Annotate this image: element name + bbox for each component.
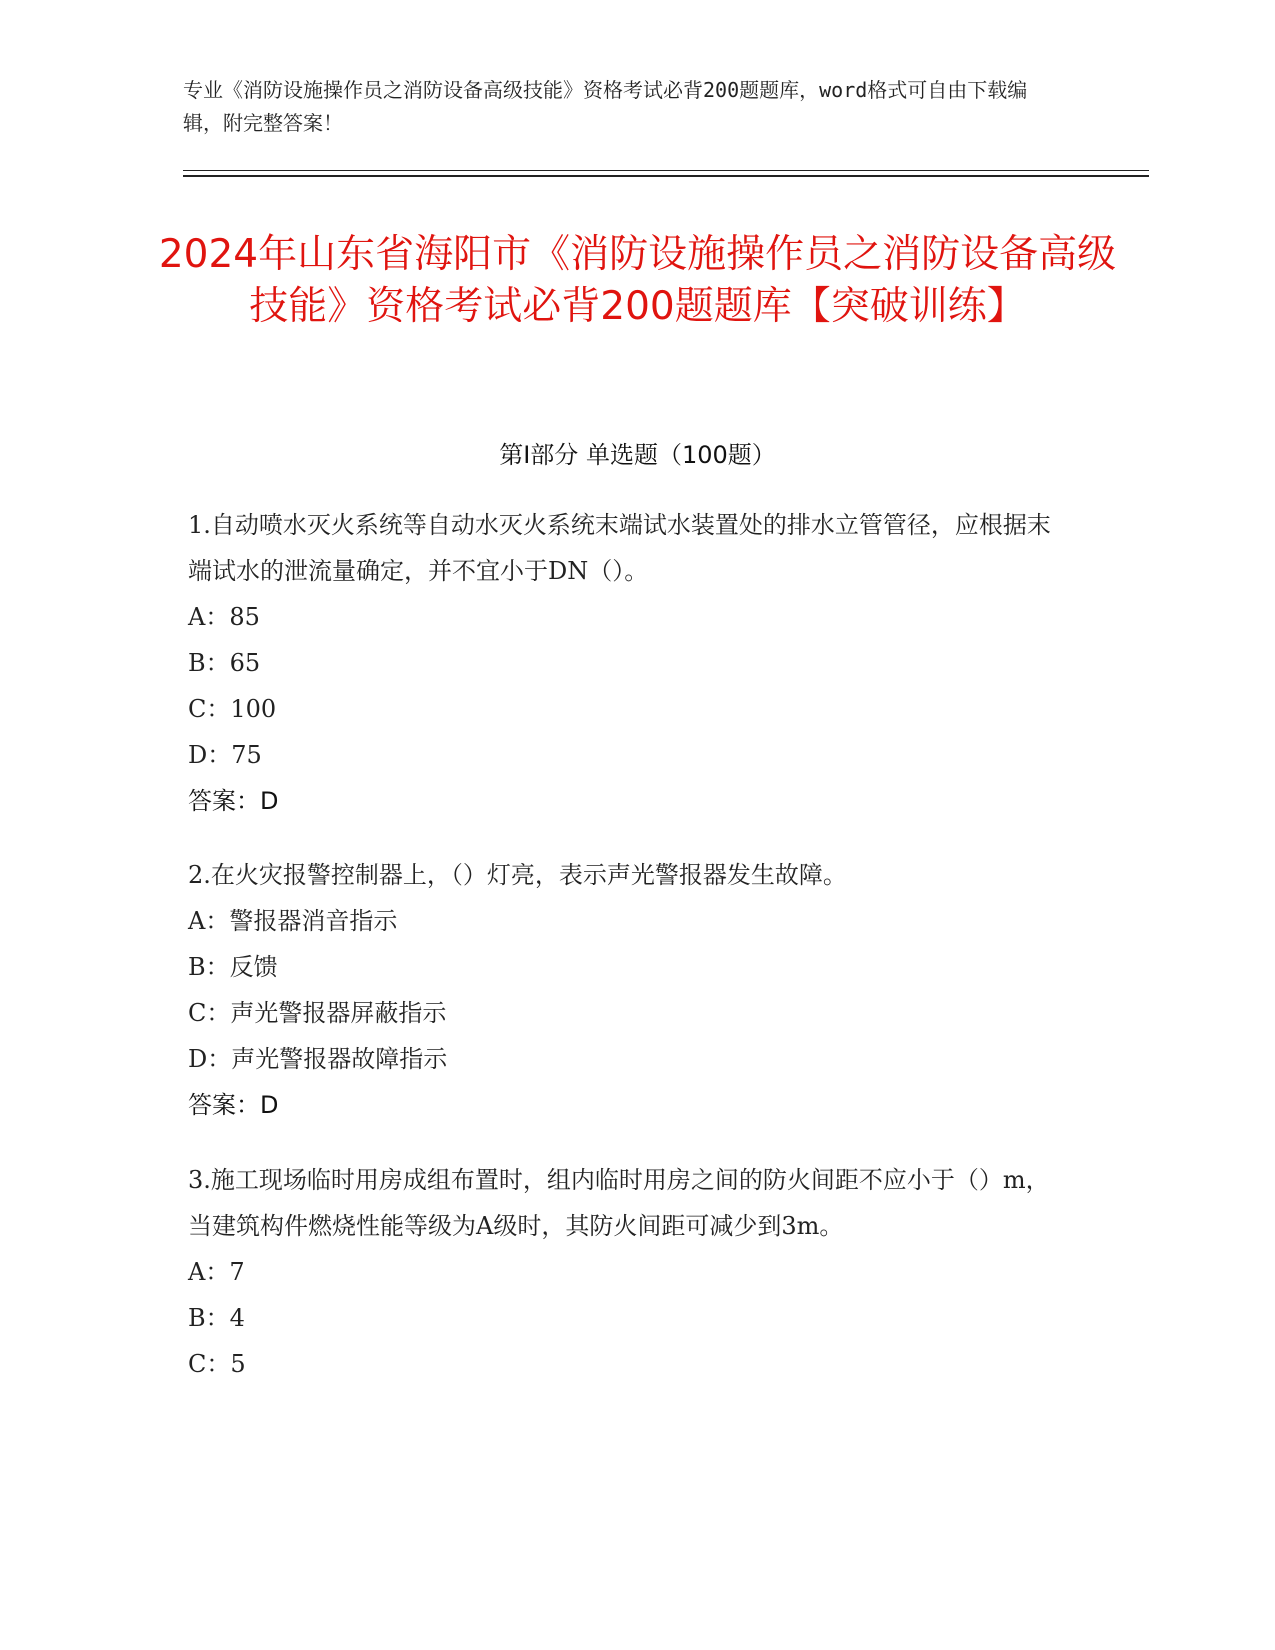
- question-stem: 3.施工现场临时用房成组布置时，组内临时用房之间的防火间距不应小于（）m，当建筑构件燃烧性能等级为A级时，其防火间距可减少到3m。: [188, 1166, 1050, 1240]
- question-3: [188, 1157, 1068, 1387]
- header-divider-thick: [183, 175, 1149, 177]
- option-c: C：100: [188, 695, 277, 723]
- section-heading: 第I部分 单选题（100题）: [499, 441, 776, 469]
- option-a: A：85: [188, 603, 260, 631]
- option-d: D：75: [188, 741, 262, 769]
- header-note: 专业《消防设施操作员之消防设备高级技能》资格考试必背200题题库，word格式可自由下载编辑，附完整答案！: [183, 78, 1028, 135]
- option-b: B：反馈: [188, 953, 278, 981]
- answer: 答案：D: [188, 1091, 279, 1119]
- option-b: B：4: [188, 1304, 245, 1332]
- option-c: C：5: [188, 1350, 246, 1378]
- header-divider-thin: [183, 170, 1149, 171]
- option-a: A：警报器消音指示: [188, 907, 398, 935]
- question-stem: 1.自动喷水灭火系统等自动水灭火系统末端试水装置处的排水立管管径，应根据末端试水的泄流量确定，并不宜小于DN（）。: [188, 511, 1051, 585]
- question-stem: 2.在火灾报警控制器上，（）灯亮，表示声光警报器发生故障。: [188, 861, 847, 889]
- answer: 答案：D: [188, 787, 279, 815]
- option-d: D：声光警报器故障指示: [188, 1045, 448, 1073]
- option-c: C：声光警报器屏蔽指示: [188, 999, 447, 1027]
- document-title: 2024年山东省海阳市《消防设施操作员之消防设备高级技能》资格考试必背200题题库【突破训练】: [158, 232, 1117, 329]
- question-1: [188, 502, 1068, 824]
- option-a: A：7: [188, 1258, 245, 1286]
- question-2: [188, 852, 1068, 1128]
- option-b: B：65: [188, 649, 261, 677]
